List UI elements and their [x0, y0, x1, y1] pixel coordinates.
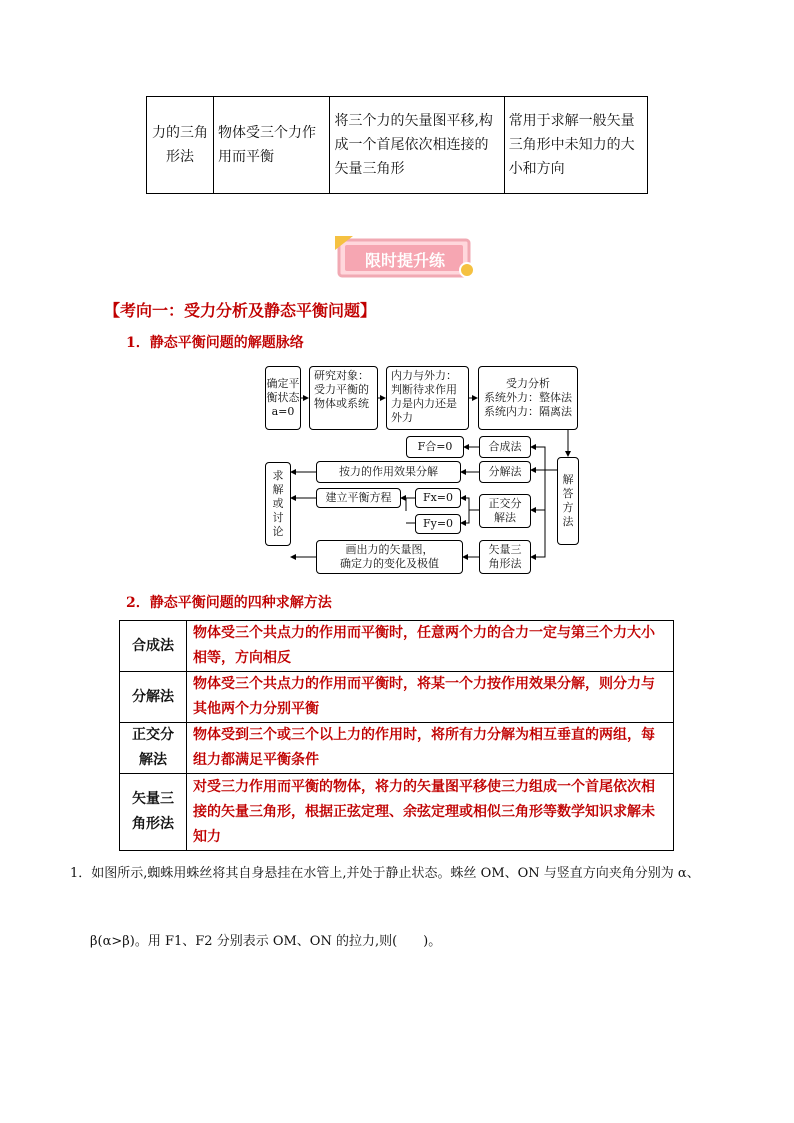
analysis-line1: 系统外力：整体法 [484, 391, 572, 404]
table-row [120, 774, 674, 851]
method-desc: 物体受三个共点力的作用而平衡时，将某一个力按作用效果分解，则分力与其他两个力分别平衡 [187, 672, 674, 723]
usage-cell: 常用于求解一般矢量三角形中未知力的大小和方向 [504, 97, 647, 194]
flow-state-box: 确定平衡状态a=0 [265, 366, 301, 430]
flow-equation-box: 建立平衡方程 [316, 488, 401, 508]
method-name: 分解法 [120, 672, 187, 723]
flow-fx-box: Fx=0 [415, 488, 461, 508]
method-name: 正交分解法 [120, 723, 187, 774]
method-desc: 对受三力作用而平衡的物体，将力的矢量图平移使三力组成一个首尾依次相接的矢量三角形，根据正弦定理、余弦定理或相似三角形等数学知识求解未知力 [187, 774, 674, 851]
method-name: 合成法 [120, 621, 187, 672]
question-line2: β(α>β)。用 F1、F2 分别表示 OM、ON 的拉力,则( )。 [90, 934, 442, 949]
flow-solve-methods-box: 解答方法 [557, 457, 579, 545]
flow-result-box: 求解或讨论 [265, 462, 291, 546]
flow-ortho-box: 正交分解法 [479, 494, 531, 528]
flow-decompose-result-box: 按力的作用效果分解 [316, 461, 461, 483]
method-desc: 物体受三个共点力的作用而平衡时，任意两个力的合力一定与第三个力大小相等，方向相反 [187, 621, 674, 672]
banner-text: 限时提升练 [364, 251, 445, 270]
methods-table [119, 620, 674, 851]
analysis-title: 受力分析 [506, 377, 550, 390]
subtitle-1: 1．静态平衡问题的解题脉络 [126, 335, 304, 351]
flow-inner-outer-box: 内力与外力：判断待求作用力是内力还是外力 [386, 366, 469, 430]
question-line1: 1．如图所示,蜘蛛用蛛丝将其自身悬挂在水管上,并处于静止状态。蛛丝 OM、ON 与竖直方向夹角分别为 α、 [70, 866, 700, 881]
table-row [120, 621, 674, 672]
table-row [120, 672, 674, 723]
flow-vector-result-box [316, 540, 463, 574]
method-cell: 力的三角形法 [147, 97, 214, 194]
flow-decompose-box: 分解法 [479, 461, 531, 483]
flow-compose-box: 合成法 [479, 436, 531, 458]
vector-result-line2: 确定力的变化及极值 [340, 557, 439, 570]
section-title: 【考向一：受力分析及静态平衡问题】 [104, 301, 377, 320]
vector-result-line1: 画出力的矢量图， [345, 543, 434, 556]
flow-compose-result-box: F合=0 [406, 436, 464, 458]
approach-cell: 将三个力的矢量图平移,构成一个首尾依次相连接的矢量三角形 [330, 97, 504, 194]
condition-cell: 物体受三个力作用而平衡 [214, 97, 330, 194]
flow-object-box: 研究对象：受力平衡的物体或系统 [309, 366, 378, 430]
method-desc: 物体受到三个或三个以上力的作用时，将所有力分解为相互垂直的两组，每组力都满足平衡条件 [187, 723, 674, 774]
table-row [120, 723, 674, 774]
subtitle-2: 2．静态平衡问题的四种求解方法 [126, 595, 332, 611]
flow-fy-box: Fy=0 [415, 514, 461, 534]
analysis-line2: 系统内力：隔离法 [484, 405, 572, 418]
method-name: 矢量三角形法 [120, 774, 187, 851]
flow-vector-box: 矢量三角形法 [479, 540, 531, 574]
flow-analysis-box [478, 366, 578, 430]
